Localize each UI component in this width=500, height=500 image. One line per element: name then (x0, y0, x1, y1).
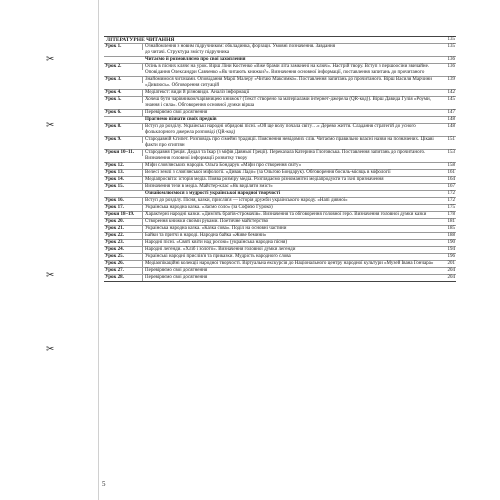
lesson-label: Урок 26. (104, 261, 143, 267)
page-ref: 142 (447, 90, 455, 95)
lesson-title: Медіатекст: види й різновиди. Аналіз інформації (145, 90, 250, 95)
lesson-label: Урок 3. (104, 77, 143, 83)
lesson-title: Перевіряємо свої досягнення (145, 268, 208, 273)
scissor-icon: ✂ (46, 120, 55, 131)
section-heading-row (104, 191, 456, 198)
lesson-label: Урок 1. (104, 44, 143, 50)
lesson-title: Осінь в пісних клячє на урок. Вірш Ліни Костенко «Вже брами літа замкнені на ключ». Настрій твору. Вступ з першоосіни звичайне. Оповідання Олександри Савченко «Як читають книжки?». Визначення основної інформації, поставлення запитань до прочитаного (145, 64, 430, 75)
lesson-title: Українська народна казка. «Казка сова». Поділ на основні частини (145, 226, 287, 231)
page-edge (98, 0, 99, 500)
lesson-label: Урок 17. (104, 205, 143, 211)
page-ref: 167 (447, 184, 455, 189)
lesson-row (104, 247, 456, 254)
lesson-label: Урок 9. (104, 137, 143, 143)
lesson-title: Медіаопікаційні колекції народної творчості. Віртуальна екскурсія до Національного центру народної культури «Музей Івана Гончара» (145, 261, 434, 266)
page-ref: 201 (447, 261, 455, 266)
lesson-row (104, 110, 456, 117)
lesson-row (104, 198, 456, 205)
lesson-title: Вступ до розділу. Українські народні обрядові пісні. «Ой ще волу почала світу…» Дерево життя. Сладання стратегій до усного фольклорного джерела розповіді (QR-код) (145, 124, 416, 135)
lesson-label: Урок 4. (104, 90, 143, 96)
lesson-label: Урок 24. (104, 247, 143, 253)
page-ref: 188 (447, 233, 455, 238)
lesson-label: Урок 23. (104, 240, 143, 246)
table-of-contents (104, 36, 456, 282)
lesson-row (104, 77, 456, 90)
lesson-row (104, 219, 456, 226)
page-ref: 136 (447, 57, 455, 62)
scissor-icon: ✂ (46, 344, 55, 355)
page-ref: 148 (447, 124, 455, 129)
lesson-row (104, 254, 456, 261)
lesson-title: Визначення тези в медіа. Майстер-клас «Як виділяти зміст» (145, 184, 273, 189)
lesson-label: Урок 27. (104, 268, 143, 274)
page-ref: 161 (447, 170, 455, 175)
lesson-row (104, 64, 456, 77)
lesson-title: Ознайомлення з новим підручником: обкладинка, форзаци. Умовні позначення. Завдання до читачі. Структура змісту підручника (145, 44, 336, 55)
page-ref: 164 (447, 177, 455, 182)
lesson-title: Вступ до розділу. Пісня, казки, прислів'я — історія дружби українського народу. «Напі дивної» (145, 198, 348, 203)
page-number: 5 (102, 480, 106, 488)
page-ref: 175 (447, 205, 455, 210)
page-ref: 196 (447, 254, 455, 259)
page-ref: 181 (447, 219, 455, 224)
lesson-title: Українська народна казка. «Засмо соло» (за Софією Гуроко) (145, 205, 273, 210)
page-ref: 172 (447, 198, 455, 203)
lesson-label: Урок 2. (104, 64, 143, 70)
lesson-title: Перевіряємо свої досягнення (145, 275, 208, 280)
lesson-title: Байки та притчі в народі. Народна байка «Живе бемини» (145, 233, 267, 238)
page-ref: 135 (447, 44, 455, 49)
lesson-row (104, 150, 456, 163)
lesson-row (104, 261, 456, 268)
page-ref: 145 (447, 97, 455, 102)
lesson-title: Міфи слов'янських народів. Ольга Бондарук «Міфи про створення світу» (145, 163, 302, 168)
lesson-label: Урок 22. (104, 233, 143, 239)
lesson-row (104, 137, 456, 150)
lesson-row (104, 268, 456, 275)
lesson-row (104, 184, 456, 191)
section-title: Ознайомлюємося з мудрості української народної творчості (145, 191, 281, 196)
lesson-title: Характерні народні казки. «Дим'ять братів-стромачів». Визначення та обговорення головної геро. Визначення головної думки казки (145, 212, 427, 217)
lesson-row (104, 97, 456, 110)
page-ref: 172 (447, 191, 455, 196)
page-ref: 178 (447, 212, 455, 217)
lesson-label: Урок 14. (104, 177, 143, 183)
lesson-label: Урок 21. (104, 226, 143, 232)
lesson-label: Уроки 10–11. (104, 150, 143, 156)
lesson-row (104, 177, 456, 184)
section-title: Прагнемо пізнати своїх предків (145, 117, 217, 122)
toc-title: ЛІТЕРАТУРНЕ ЧИТАННЯ (106, 37, 175, 43)
lesson-title: Хочеш бути чарівником/чарівницею книжок? (Текст створено за матеріалами інтернет-джерела (QR-код)). Вірш Давида Гулія «Роуми, знання і сила». Обговорення основної думки вірша (145, 97, 431, 108)
lesson-row (104, 212, 456, 219)
lesson-title: Велесі землі з слов'янської міфології. «Дивак Ладо» (за Ольгою Бондарук). Обговорення босиль-місяць в міфології (145, 170, 391, 175)
section-heading-row (104, 57, 456, 64)
lesson-label: Урок 28. (104, 275, 143, 281)
page-ref: 136 (447, 64, 455, 69)
page-ref: 151 (447, 137, 455, 142)
page-ref: 158 (447, 163, 455, 168)
page-ref: 190 (447, 240, 455, 245)
toc-header-row (104, 37, 456, 44)
page-ref: 147 (447, 110, 455, 115)
lesson-title: Медіапросвіта: історія медіа. Поява розміру медіа. Розглядаємо різноманітні медіапродукти та їхні призначення (145, 177, 384, 182)
page-ref: 148 (447, 117, 455, 122)
lesson-title: Стародавня Греція. Дедал та Ікар (з міфів Давньої Греції). Переказала Катерина Глоговська. Поставлення запитань до прочитаного. Визначення головної інформації розвитку твору (145, 150, 426, 161)
lesson-row (104, 240, 456, 247)
scissor-icon: ✂ (46, 270, 55, 281)
lesson-label: Урок 8. (104, 124, 143, 130)
page-ref: 204 (447, 268, 455, 273)
page-ref: 204 (447, 275, 455, 280)
lesson-title: Стародавній Єгипет. Розповідь про сімейні традиції. Пояснення невідомих слів. Читаємо правильно власні назви на позначених. Цікаві факти про єгиптян (145, 137, 434, 148)
scissor-icon: ✂ (46, 54, 55, 65)
toc-rows (104, 44, 456, 281)
lesson-title: Створення книжки своїми руками. Поетичне майстерство (145, 219, 269, 224)
page-ref: 139 (447, 77, 455, 82)
lesson-title: Народні пісні. «Святі квіти над росою» (українська народна пісня) (145, 240, 288, 245)
lesson-row (104, 44, 456, 57)
lesson-label: Урок 12. (104, 163, 143, 169)
toc-title-page: 135 (447, 37, 455, 42)
lesson-row (104, 226, 456, 233)
lesson-title: Народні легенди. «Хліб і золото». Визначення головної думки легенди (145, 247, 296, 252)
lesson-row (104, 170, 456, 177)
lesson-label: Урок 20. (104, 219, 143, 225)
lesson-label: Урок 16. (104, 198, 143, 204)
lesson-row (104, 90, 456, 97)
lesson-label: Урок 6. (104, 110, 143, 116)
section-title: Читаємо й розмовляємо про свої захоплення (145, 57, 246, 62)
lesson-label: Урок 5. (104, 97, 143, 103)
lesson-row (104, 233, 456, 240)
lesson-title: Перевіряємо свої досягнення (145, 110, 208, 115)
lesson-title: Знайомимося читачами. Оповідання Марії Малеру «Читаю Максимко». Поставлення запитань до прочитаного. Вірш Василя Марчини «Дивлюсь». Обговорення ситуацій (145, 77, 432, 88)
lesson-row (104, 205, 456, 212)
page-ref: 153 (447, 150, 455, 155)
lesson-title: Українські народні прислів'я та приказки. Мудрість народного слова (145, 254, 291, 259)
lesson-label: Урок 25. (104, 254, 143, 260)
lesson-label: Урок 13. (104, 170, 143, 176)
lesson-row (104, 124, 456, 137)
lesson-row (104, 163, 456, 170)
lesson-label: Урок 15. (104, 184, 143, 190)
section-heading-row (104, 117, 456, 124)
lesson-label: Уроки 18–19. (104, 212, 143, 218)
lesson-row (104, 275, 456, 281)
page-ref: 185 (447, 226, 455, 231)
page-ref: 194 (447, 247, 455, 252)
